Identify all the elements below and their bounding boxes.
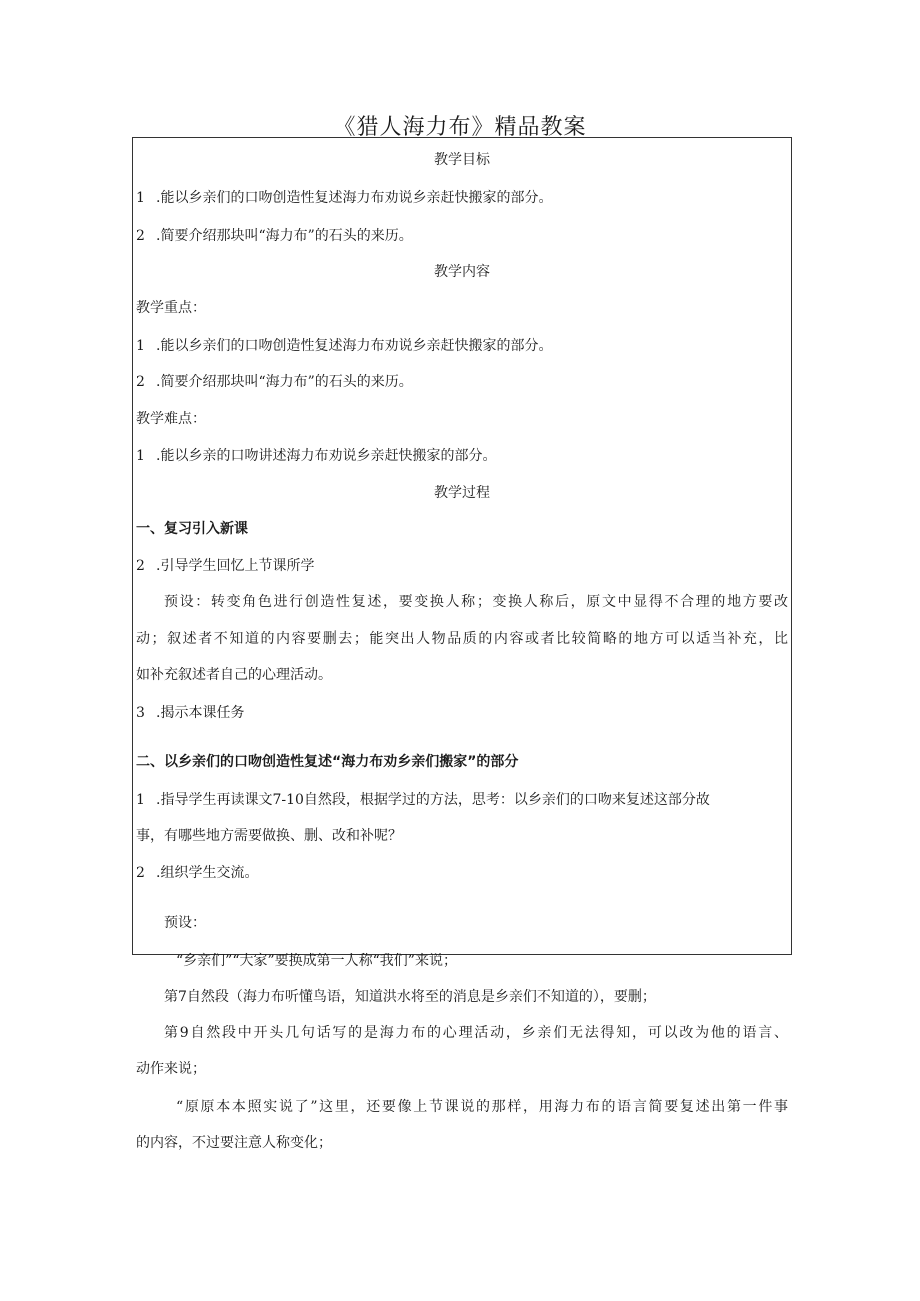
item-number: 1 [136,792,145,808]
preset-line-3: 如补充叙述者自己的心理活动。 [136,667,332,683]
item-text: .组织学生交流。 [156,865,259,881]
section-2-preset-label: 预设： [164,915,206,931]
section-1-item-3 [136,704,788,722]
section-2-item-2 [136,864,788,882]
preset-line-1: 预设：转变角色进行创造性复述，要变换人称；变换人称后，原文中显得不合理的地方要改 [164,594,788,610]
section-2-title: 二、以乡亲们的口吻创造性复述“海力布劝乡亲们搬家”的部分 [136,754,519,770]
objective-item-2 [136,227,788,245]
item-text: .能以乡亲的口吻讲述海力布劝说乡亲赶快搬家的部分。 [156,448,497,464]
section-2-item-1-line-2: 事，有哪些地方需要做换、删、改和补呢？ [136,828,402,844]
document-title: 《猎人海力布》精品教案 [333,115,587,140]
point-paragraph-9-line-1: 第9自然段中开头几句话写的是海力布的心理活动，乡亲们无法得知，可以改为他的语言、 [164,1025,788,1041]
item-text: .指导学生再读课文7-10自然段，根据学过的方法，思考：以乡亲们的口吻来复述这部分故 [156,792,710,808]
item-number: 2 [136,558,145,574]
item-text: .揭示本课任务 [156,705,245,721]
item-text: .能以乡亲们的口吻创造性复述海力布劝说乡亲赶快搬家的部分。 [156,338,553,354]
point-paragraph-10-line-1: “原原本本照实说了”这里，还要像上节课说的那样，用海力布的语言简要复述出第一件事 [176,1099,788,1115]
objective-item-1 [136,189,788,207]
item-number: 2 [136,865,145,881]
content-heading: 教学内容 [434,264,490,280]
section-1-item-2 [136,557,788,575]
item-number: 2 [136,374,145,390]
objectives-heading: 教学目标 [434,152,490,168]
item-text: .能以乡亲们的口吻创造性复述海力布劝说乡亲赶快搬家的部分。 [156,190,553,206]
section-1-title: 一、复习引入新课 [136,521,248,537]
item-number: 1 [136,190,145,206]
point-paragraph-10-line-2: 的内容，不过要注意人称变化； [136,1135,332,1151]
preset-line-2: 动；叙述者不知道的内容要删去；能突出人物品质的内容或者比较简略的地方可以适当补充，比 [136,631,788,647]
process-heading: 教学过程 [434,485,490,501]
difficulty-label: 教学难点： [136,411,206,427]
item-text: .简要介绍那块叫“海力布”的石头的来历。 [156,374,413,390]
key-points-label: 教学重点： [136,300,206,316]
section-2-item-1-line-1 [136,791,788,809]
difficulty-item-1 [136,447,788,465]
item-text: .简要介绍那块叫“海力布”的石头的来历。 [156,228,413,244]
key-item-2 [136,373,788,391]
point-paragraph-7: 第7自然段（海力布听懂鸟语，知道洪水将至的消息是乡亲们不知道的），要删； [164,989,656,1005]
item-text: .引导学生回忆上节课所学 [156,558,315,574]
item-number: 1 [136,338,145,354]
item-number: 2 [136,228,145,244]
point-paragraph-9-line-2: 动作来说； [136,1061,206,1077]
key-item-1 [136,337,788,355]
item-number: 3 [136,705,145,721]
point-pronoun-change: “乡亲们”“大家”要换成第一人称“我们”来说； [176,953,457,969]
item-number: 1 [136,448,145,464]
